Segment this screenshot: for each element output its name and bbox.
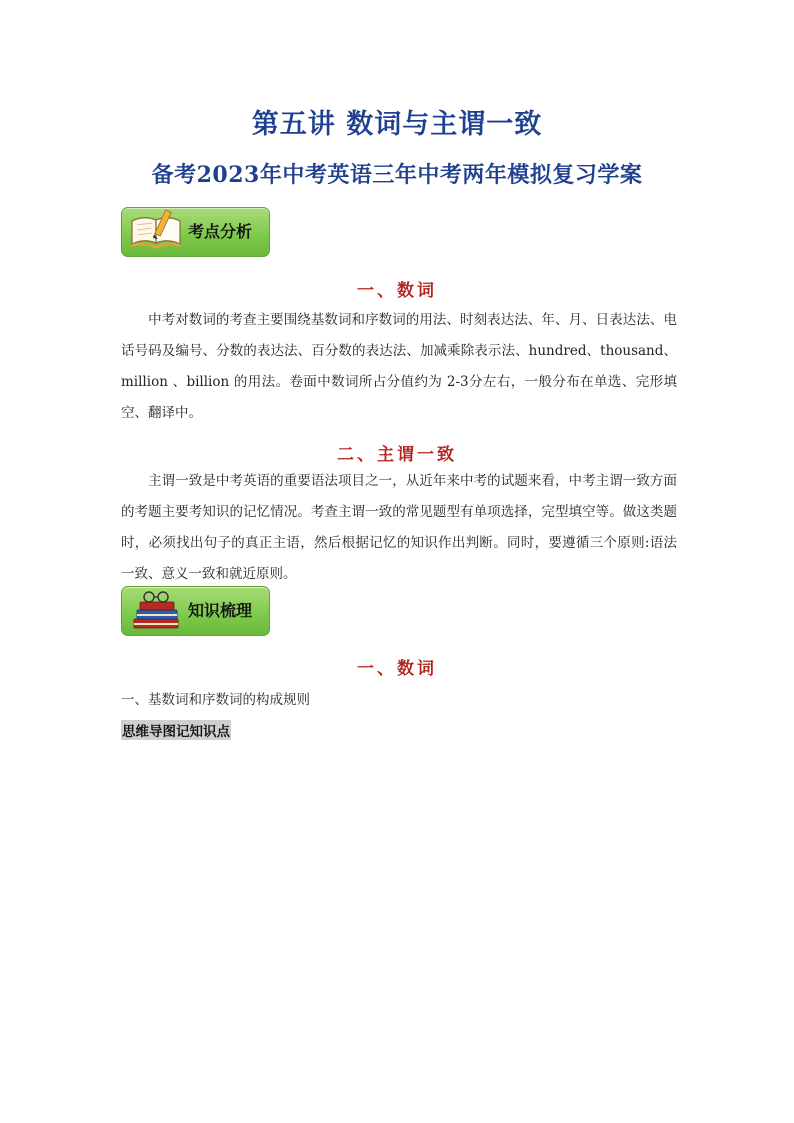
numerals-paragraph (121, 305, 677, 429)
agreement-text: 主谓一致是中考英语的重要语法项目之一，从近年来中考的试题来看，中考主谓一致方面的考题主要考知识的记忆情况。考查主谓一致的常见题型有单项选择，完型填空等。做这类题时，必须找出句子的真正主语，然后根据记忆的知识作出判断。同时，要遵循三个原则:语法一致、意义一致和就近原则。 (121, 473, 677, 582)
document-title: 第五讲 数词与主谓一致 (251, 109, 543, 140)
mindmap-label: 思维导图记知识点 (121, 720, 231, 740)
construction-rules-line: 一、基数词和序数词的构成规则 (121, 692, 310, 708)
kaodian-badge-label: 考点分析 (188, 222, 253, 241)
kaodian-badge (121, 207, 270, 257)
numerals-heading: 一、数词 (357, 281, 437, 301)
books-glasses-icon (128, 589, 188, 633)
numerals-text: 中考对数词的考查主要围绕基数词和序数词的用法、时刻表达法、年、月、日表达法、电话号码及编号、分数的表达法、百分数的表达法、加减乘除表示法、hundred、thousand、million 、billion 的用法。卷面中数词所占分值约为 2-3分左右，一般分布在单选、完形填空、翻译中。 (121, 312, 677, 421)
document-subtitle: 备考2023年中考英语三年中考两年模拟复习学案 (151, 162, 643, 188)
notebook-pencil-icon (128, 210, 184, 254)
zhishi-badge (121, 586, 270, 636)
zhishi-badge-label: 知识梳理 (188, 601, 253, 620)
knowledge-numerals-heading: 一、数词 (357, 659, 437, 679)
agreement-paragraph (121, 466, 677, 590)
agreement-heading: 二、主谓一致 (337, 445, 457, 465)
